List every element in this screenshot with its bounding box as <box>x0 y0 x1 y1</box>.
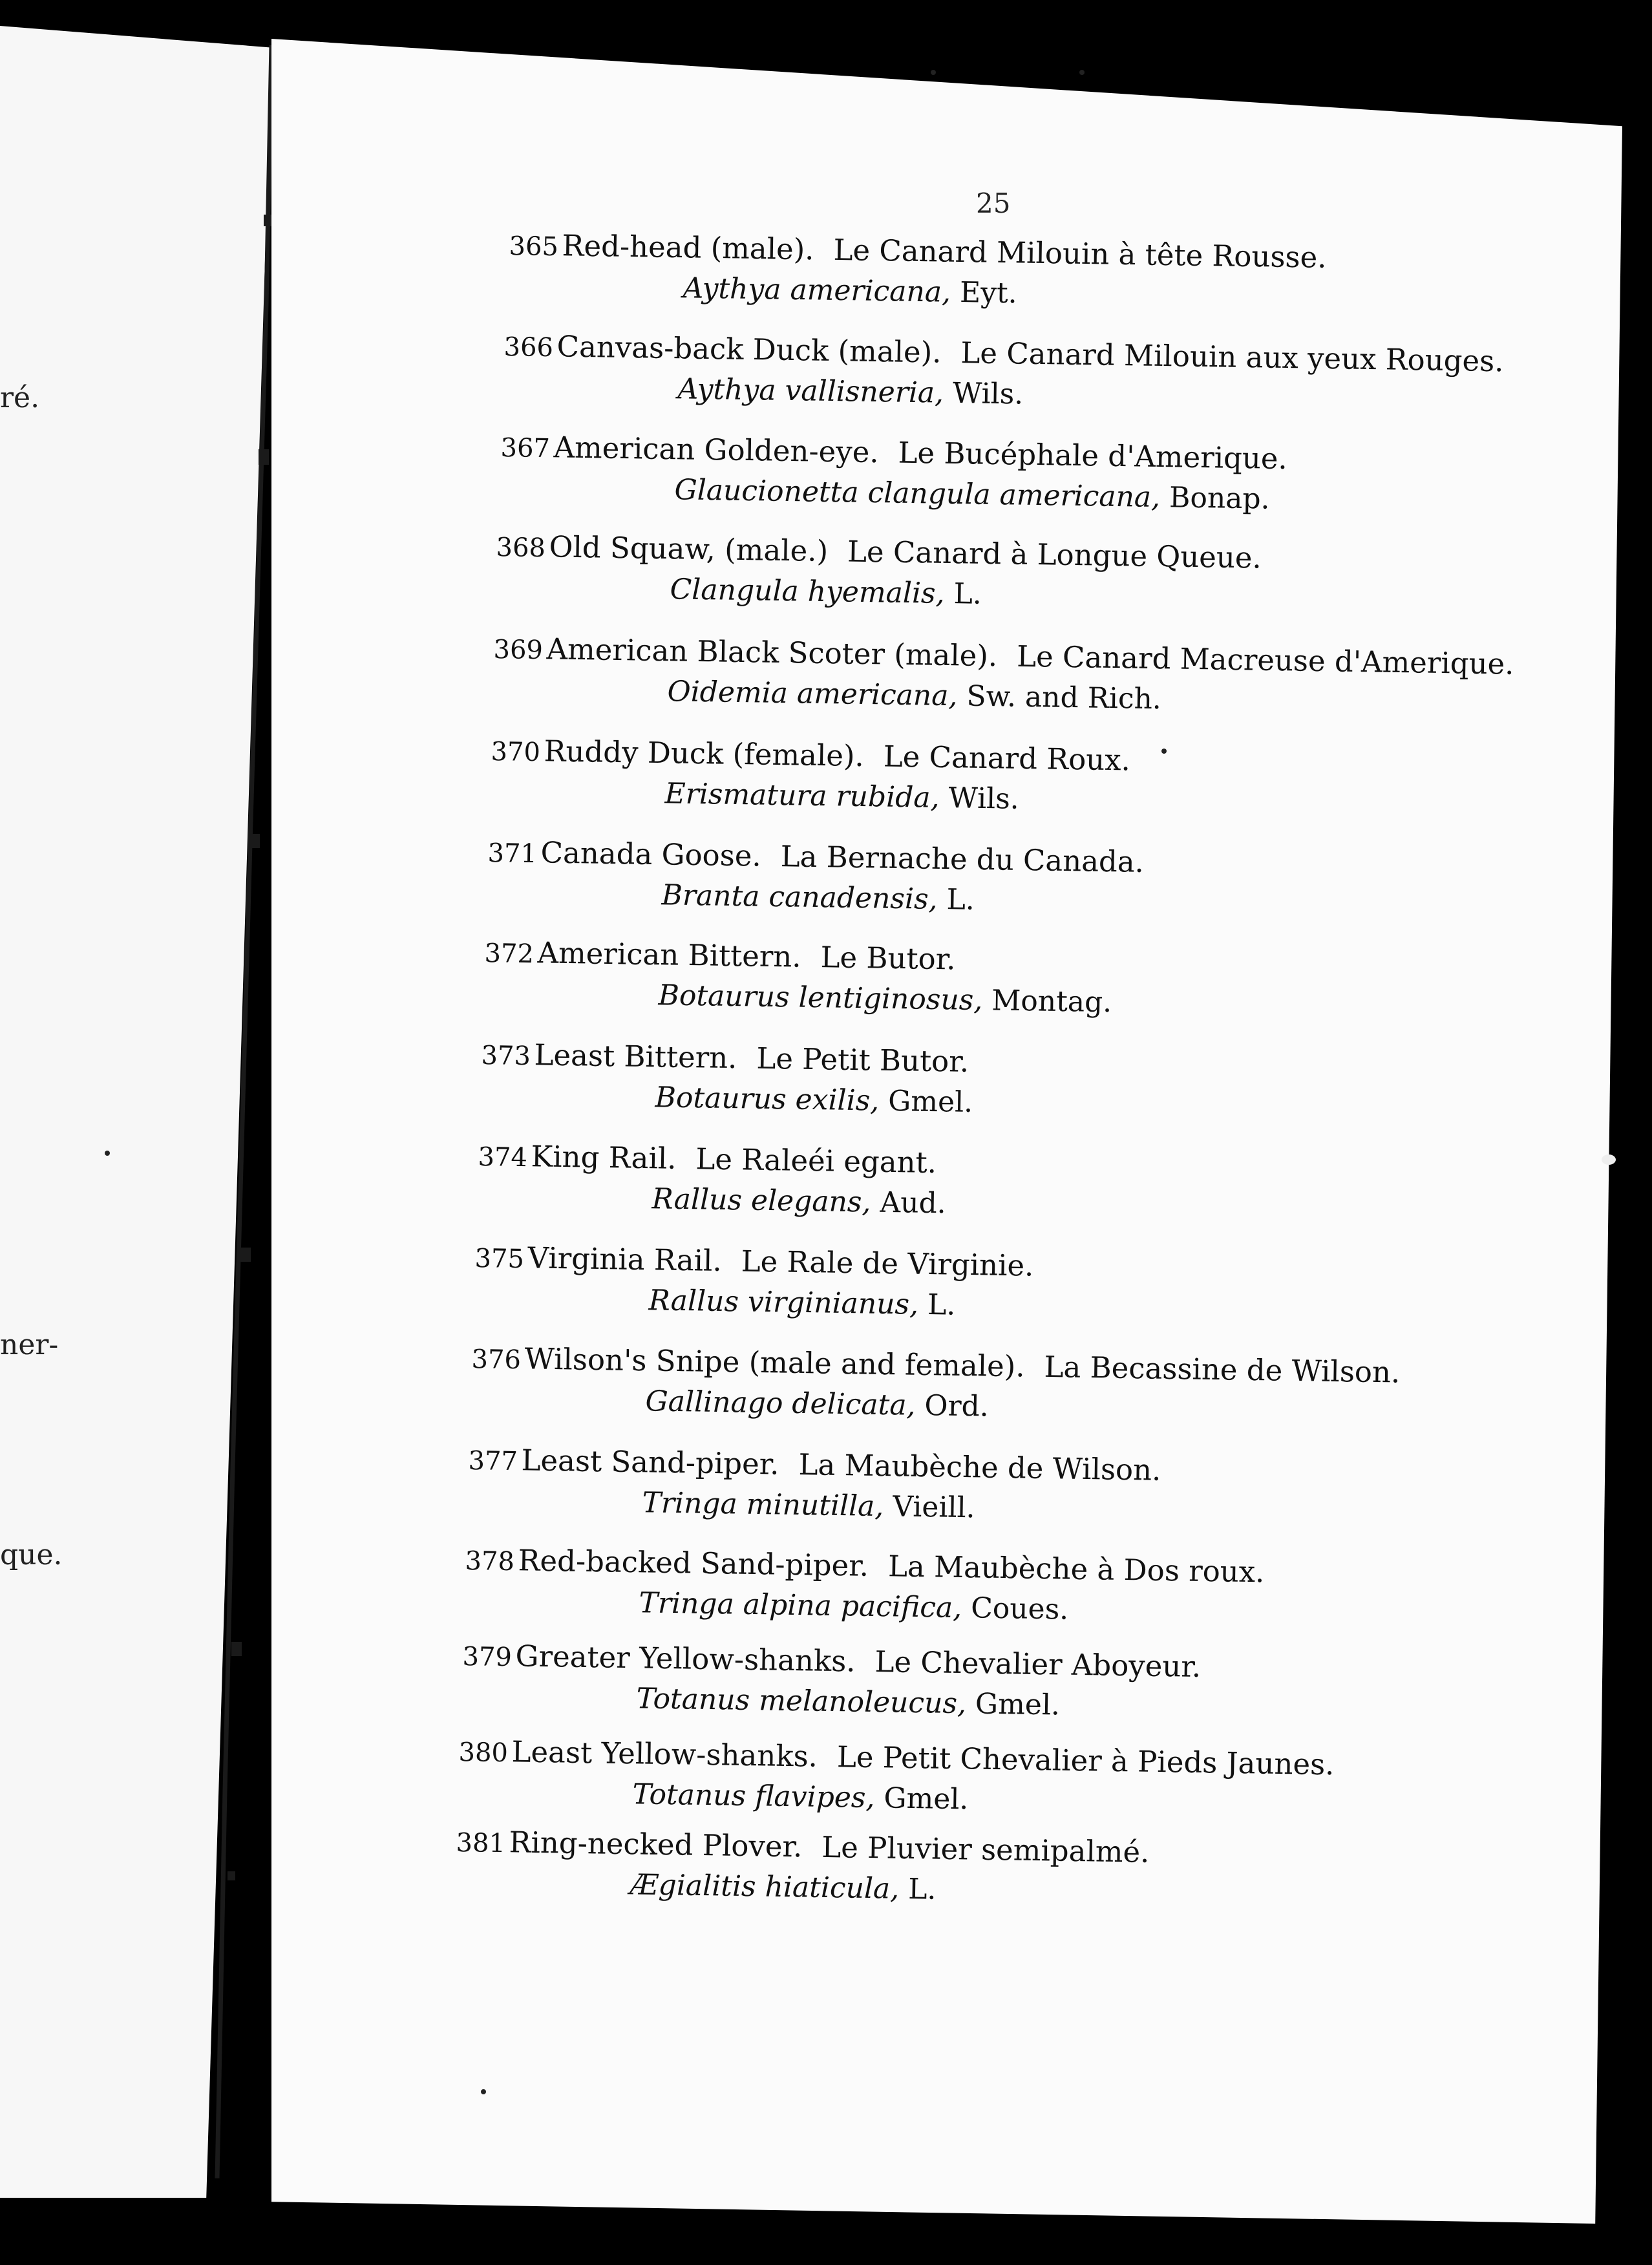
french-name: Le Chevalier Aboyeur. <box>874 1644 1202 1684</box>
french-name: Le Bucéphale d'Amerique. <box>898 435 1288 476</box>
common-name: Least Bittern. <box>534 1037 737 1076</box>
list-item <box>455 1827 1150 1908</box>
french-name: Le Canard Roux. <box>883 739 1131 778</box>
common-name: Canada Goose. <box>540 835 762 873</box>
french-name: La Becassine de Wilson. <box>1044 1349 1401 1390</box>
common-name: Red-head (male). <box>562 228 815 267</box>
entry-number: 368 <box>496 532 546 564</box>
list-item <box>508 230 1327 313</box>
common-name: American Bittern. <box>537 935 802 974</box>
common-name: Ring-necked Plover. <box>509 1825 803 1864</box>
french-name: Le Canard à Longue Queue. <box>847 534 1262 575</box>
entry-number: 369 <box>493 634 544 666</box>
common-name: Old Squaw, (male.) <box>549 529 829 569</box>
common-name: Ruddy Duck (female). <box>544 734 865 774</box>
common-name: Virginia Rail. <box>527 1240 723 1278</box>
scientific-name: Rallus virginianus, <box>648 1284 919 1321</box>
authority: Gmel. <box>887 1084 973 1119</box>
left-page-fragment: ner- <box>0 1328 59 1361</box>
entry-number: 370 <box>491 736 541 768</box>
authority: Sw. and Rich. <box>966 679 1162 716</box>
common-name: King Rail. <box>531 1139 677 1176</box>
authority: Montag. <box>991 984 1112 1019</box>
scientific-name: Aythya americana, <box>683 271 951 309</box>
french-name: Le Raleéi egant. <box>695 1142 937 1180</box>
common-name: Wilson's Snipe (male and female). <box>524 1341 1026 1384</box>
common-name: American Golden-eye. <box>553 430 880 470</box>
authority: L. <box>927 1288 956 1322</box>
scientific-name: Botaurus exilis, <box>655 1081 880 1118</box>
left-page-fragment: que. <box>0 1538 63 1571</box>
authority: Coues. <box>970 1591 1069 1626</box>
scientific-name: Oidemia americana, <box>667 675 958 713</box>
scientific-name: Glaucionetta clangula americana, <box>674 473 1161 515</box>
common-name: Canvas-back Duck (male). <box>556 329 942 370</box>
scientific-name: Gallinago delicata, <box>645 1385 916 1422</box>
scientific-name: Branta canadensis, <box>661 878 938 916</box>
entry-number: 378 <box>465 1546 515 1577</box>
entry-number: 373 <box>481 1040 531 1072</box>
entry-number: 377 <box>468 1445 518 1477</box>
authority: L. <box>907 1872 937 1906</box>
scientific-name: Ægialitis hiaticula, <box>630 1868 900 1906</box>
authority: Wils. <box>952 376 1024 411</box>
scientific-name: Aythya vallisneria, <box>677 372 944 410</box>
french-name: La Maubèche de Wilson. <box>798 1447 1161 1487</box>
authority: Gmel. <box>975 1687 1061 1722</box>
authority: Bonap. <box>1169 481 1271 516</box>
entry-number: 371 <box>487 838 538 869</box>
list-item <box>477 1141 947 1218</box>
scientific-name: Erismatura rubida, <box>664 777 940 814</box>
entry-number: 365 <box>509 231 559 262</box>
authority: L. <box>953 577 982 611</box>
french-name: Le Rale de Virginie. <box>741 1244 1034 1283</box>
common-name: Least Yellow-shanks. <box>511 1734 818 1774</box>
entry-number: 379 <box>462 1641 513 1673</box>
french-name: Le Canard Milouin à tête Rousse. <box>833 232 1328 275</box>
french-name: Le Petit Butor. <box>756 1041 969 1079</box>
french-name: Le Pluvier semipalmé. <box>821 1829 1150 1869</box>
scientific-name: Rallus elegans, <box>651 1182 871 1219</box>
scientific-name: Tringa alpina pacifica, <box>639 1586 962 1625</box>
entry-number: 375 <box>474 1243 525 1275</box>
list-item <box>464 1545 1265 1627</box>
entry-number: 380 <box>458 1737 509 1769</box>
authority: Aud. <box>880 1186 947 1220</box>
common-name: Greater Yellow-shanks. <box>515 1639 856 1679</box>
french-name: La Bernache du Canada. <box>780 839 1145 879</box>
scientific-name: Botaurus lentiginosus, <box>658 979 983 1017</box>
french-name: La Maubèche à Dos roux. <box>887 1549 1265 1590</box>
list-item <box>487 837 1144 917</box>
left-page-fragment: ré. <box>0 381 40 414</box>
authority: Wils. <box>948 782 1020 816</box>
scientific-name: Totanus melanoleucus, <box>636 1682 967 1721</box>
entry-number: 376 <box>471 1344 522 1376</box>
list-item <box>471 1343 1400 1428</box>
entry-number: 372 <box>484 938 535 970</box>
french-name: Le Canard Macreuse d'Amerique. <box>1016 639 1514 681</box>
authority: Eyt. <box>959 275 1018 310</box>
common-name: Least Sand-piper. <box>521 1443 779 1482</box>
list-item <box>474 1242 1033 1321</box>
entry-number: 367 <box>500 432 551 464</box>
authority: Gmel. <box>884 1781 969 1816</box>
french-name: Le Petit Chevalier à Pieds Jaunes. <box>836 1739 1335 1782</box>
list-item <box>500 432 1287 514</box>
authority: Vieill. <box>892 1490 976 1525</box>
authority: Ord. <box>924 1389 990 1423</box>
book-spine <box>194 45 271 2178</box>
list-item <box>483 937 1112 1017</box>
scientific-name: Tringa minutilla, <box>642 1486 884 1524</box>
list-item <box>495 531 1262 613</box>
entry-number: 381 <box>456 1827 506 1859</box>
entry-number: 374 <box>478 1142 528 1173</box>
page-number: 25 <box>976 187 1011 219</box>
list-item <box>461 1641 1201 1722</box>
scientific-name: Totanus flavipes, <box>632 1778 875 1815</box>
common-name: American Black Scoter (male). <box>546 632 998 674</box>
list-item <box>458 1736 1335 1820</box>
authority: L. <box>946 883 975 917</box>
common-name: Red-backed Sand-piper. <box>518 1543 869 1583</box>
french-name: Le Canard Milouin aux yeux Rouges. <box>960 335 1504 379</box>
scientific-name: Clangula hyemalis, <box>670 573 945 610</box>
french-name: Le Butor. <box>820 940 956 977</box>
list-item <box>490 736 1130 816</box>
entry-number: 366 <box>503 332 554 363</box>
list-item <box>467 1445 1161 1526</box>
list-item <box>480 1039 973 1117</box>
